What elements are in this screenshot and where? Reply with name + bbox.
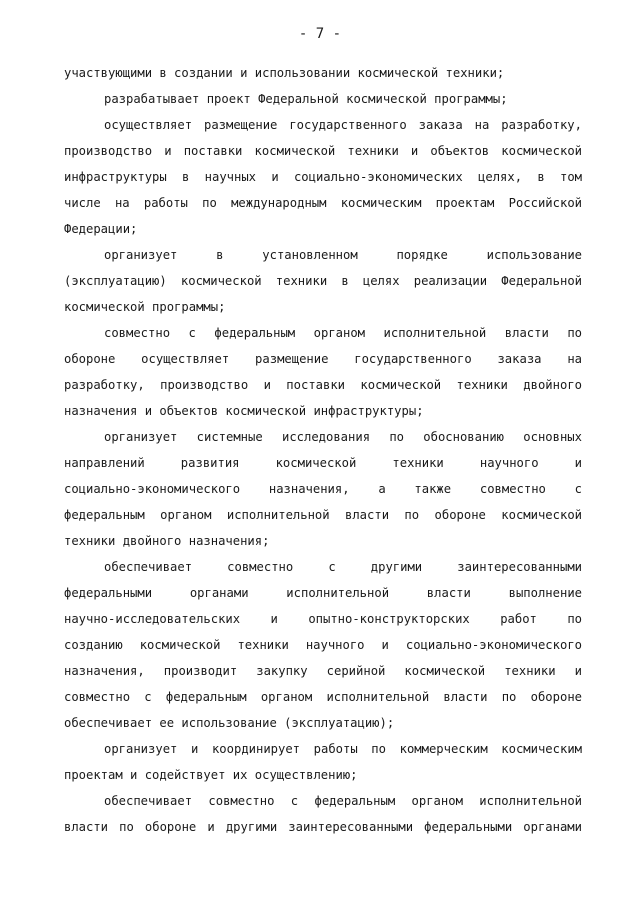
- text-line: разработку, производство и поставки космической техники двойного: [64, 378, 582, 392]
- text-line: осуществляет размещение государственного заказа на разработку,: [104, 118, 582, 132]
- text-line: космической программы;: [64, 300, 226, 314]
- text-line: научно-исследовательских и опытно-конструкторских работ по: [64, 612, 582, 626]
- text-line: числе на работы по международным космическим проектам Российской: [64, 196, 582, 210]
- page-number: - 7 -: [298, 26, 342, 42]
- text-line: власти по обороне и другими заинтересованными федеральными органами: [64, 820, 582, 834]
- text-line: совместно с федеральным органом исполнительной власти по обороне: [64, 690, 582, 704]
- text-line: созданию космической техники научного и социально-экономического: [64, 638, 582, 652]
- text-line: инфраструктуры в научных и социально-экономических целях, в том: [64, 170, 582, 184]
- text-line: (эксплуатацию) космической техники в целях реализации Федеральной: [64, 274, 582, 288]
- text-line: назначения и объектов космической инфраструктуры;: [64, 404, 424, 418]
- text-line: участвующими в создании и использовании космической техники;: [64, 66, 505, 80]
- text-line: организует и координирует работы по коммерческим космическим: [104, 742, 582, 756]
- text-line: направлений развития космической техники научного и: [64, 456, 582, 470]
- text-line: обеспечивает ее использование (эксплуатацию);: [64, 716, 395, 730]
- text-line: проектам и содействует их осуществлению;: [64, 768, 358, 782]
- text-line: Федерации;: [64, 222, 138, 236]
- text-line: социально-экономического назначения, а также совместно с: [64, 482, 582, 496]
- text-line: производство и поставки космической техники и объектов космической: [64, 144, 582, 158]
- text-line: федеральными органами исполнительной власти выполнение: [64, 586, 582, 600]
- text-line: совместно с федеральным органом исполнительной власти по: [104, 326, 582, 340]
- text-line: федеральным органом исполнительной власти по обороне космической: [64, 508, 582, 522]
- text-line: организует системные исследования по обоснованию основных: [104, 430, 582, 444]
- text-line: обеспечивает совместно с другими заинтересованными: [104, 560, 582, 574]
- text-line: обороне осуществляет размещение государственного заказа на: [64, 352, 582, 366]
- text-line: организует в установленном порядке использование: [104, 248, 582, 262]
- text-line: назначения, производит закупку серийной космической техники и: [64, 664, 582, 678]
- text-line: разрабатывает проект Федеральной космической программы;: [104, 92, 508, 106]
- text-line: техники двойного назначения;: [64, 534, 270, 548]
- text-line: обеспечивает совместно с федеральным органом исполнительной: [104, 794, 582, 808]
